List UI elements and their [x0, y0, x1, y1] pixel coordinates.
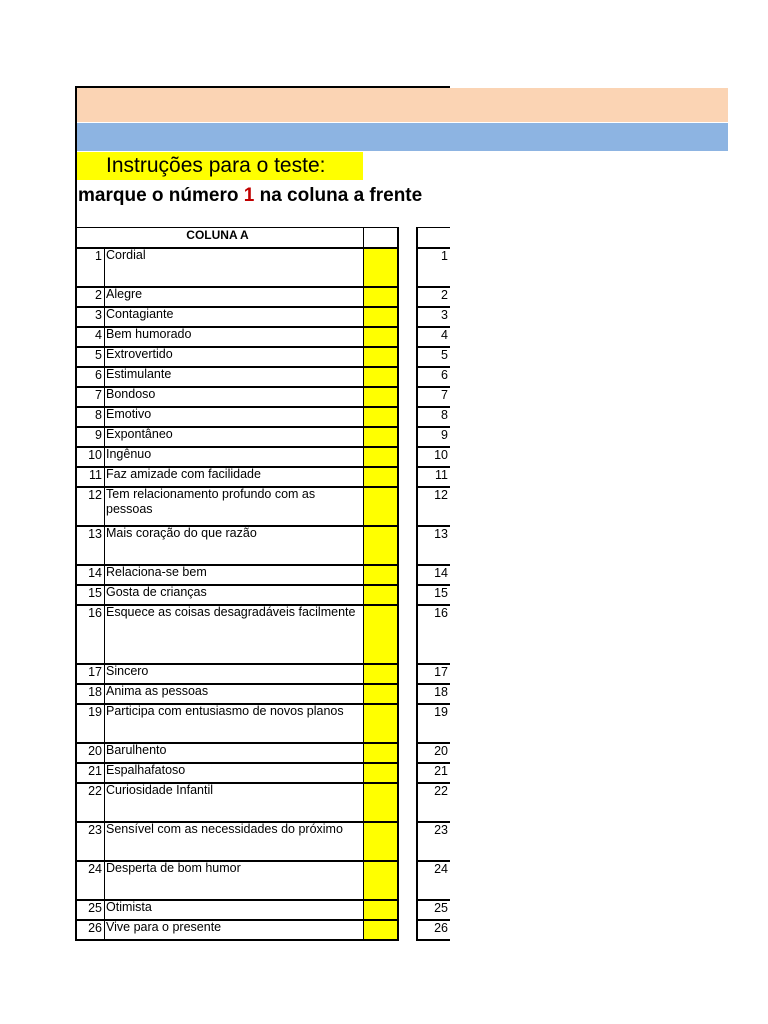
row-number: 15 — [88, 586, 102, 600]
answer-cell[interactable] — [364, 901, 397, 919]
answer-cell[interactable] — [364, 566, 397, 584]
row-number-column-b: 26 — [434, 921, 448, 935]
row-number: 1 — [95, 249, 102, 263]
row-number: 22 — [88, 784, 102, 798]
answer-cell[interactable] — [364, 368, 397, 386]
row-label: Barulhento — [106, 743, 167, 757]
vertical-line — [397, 227, 399, 941]
row-number-column-b: 16 — [434, 606, 448, 620]
row-number: 13 — [88, 527, 102, 541]
row-number-column-b: 18 — [434, 685, 448, 699]
row-label: Participa com entusiasmo de novos planos — [106, 704, 344, 718]
answer-cell[interactable] — [364, 468, 397, 486]
row-number: 21 — [88, 764, 102, 778]
row-label: Gosta de crianças — [106, 585, 207, 599]
row-number: 3 — [95, 308, 102, 322]
row-number-column-b: 20 — [434, 744, 448, 758]
row-number: 16 — [88, 606, 102, 620]
answer-cell[interactable] — [364, 744, 397, 762]
row-number-column-b: 11 — [435, 468, 448, 482]
row-label: Bem humorado — [106, 327, 192, 341]
row-label: Faz amizade com facilidade — [106, 467, 261, 481]
row-label: Tem relacionamento profundo com as pessoas — [106, 487, 316, 516]
answer-cell[interactable] — [364, 328, 397, 346]
answer-cell[interactable] — [364, 249, 397, 286]
row-number: 17 — [88, 665, 102, 679]
row-number-column-b: 21 — [434, 764, 448, 778]
row-label: Contagiante — [106, 307, 174, 321]
row-number: 4 — [95, 328, 102, 342]
row-label: Expontâneo — [106, 427, 173, 441]
vertical-line — [104, 247, 105, 941]
answer-cell[interactable] — [364, 784, 397, 821]
row-number-column-b: 9 — [441, 428, 448, 442]
answer-cell[interactable] — [364, 448, 397, 466]
row-number: 25 — [88, 901, 102, 915]
row-number-column-b: 7 — [441, 388, 448, 402]
answer-cell[interactable] — [364, 685, 397, 703]
answer-cell[interactable] — [364, 388, 397, 406]
row-label: Esquece as coisas desagradáveis facilmente — [106, 605, 356, 619]
row-label: Otimista — [106, 900, 152, 914]
row-number-column-b: 24 — [434, 862, 448, 876]
answer-cell[interactable] — [364, 764, 397, 782]
row-label: Anima as pessoas — [106, 684, 209, 698]
row-number-column-b: 17 — [434, 665, 448, 679]
vertical-line — [363, 227, 364, 941]
answer-cell[interactable] — [364, 586, 397, 604]
answer-cell[interactable] — [364, 665, 397, 683]
row-label: Ingênuo — [106, 447, 152, 461]
row-number-column-b: 1 — [441, 249, 448, 263]
answer-cell[interactable] — [364, 705, 397, 742]
row-label: Desperta de bom humor — [106, 861, 241, 875]
row-number-column-b: 5 — [441, 348, 448, 362]
instruction-number: 1 — [243, 185, 255, 206]
row-number-column-b: 6 — [441, 368, 448, 382]
peach-header-band — [77, 88, 728, 122]
blue-header-band — [77, 123, 728, 151]
row-number: 23 — [88, 823, 102, 837]
instruction-pre: marque o número — [78, 185, 244, 206]
row-label: Sensível com as necessidades do próximo — [106, 822, 343, 836]
answer-cell[interactable] — [364, 348, 397, 366]
row-label: Emotivo — [106, 407, 152, 421]
row-label: Mais coração do que razão — [106, 526, 257, 540]
row-number-column-b: 4 — [441, 328, 448, 342]
header-top-line — [416, 227, 450, 228]
row-label: Alegre — [106, 287, 143, 301]
row-number: 19 — [88, 705, 102, 719]
row-label: Estimulante — [106, 367, 172, 381]
row-number: 9 — [95, 428, 102, 442]
vertical-line — [75, 227, 77, 941]
row-number: 18 — [88, 685, 102, 699]
row-number-column-b: 22 — [434, 784, 448, 798]
header-top-line — [363, 227, 398, 228]
row-number: 12 — [88, 488, 102, 502]
row-number-column-b: 10 — [434, 448, 448, 462]
row-number-column-b: 14 — [434, 566, 448, 580]
instruction-post: na coluna a frente — [254, 185, 423, 206]
row-number: 24 — [88, 862, 102, 876]
answer-cell[interactable] — [364, 921, 397, 939]
row-number: 2 — [95, 288, 102, 302]
row-number-column-b: 12 — [434, 488, 448, 502]
row-number-column-b: 25 — [434, 901, 448, 915]
row-number: 10 — [88, 448, 102, 462]
header-top-line — [75, 227, 363, 228]
table-bottom-line — [416, 939, 450, 941]
vertical-line — [416, 227, 418, 941]
answer-cell[interactable] — [364, 428, 397, 446]
answer-cell[interactable] — [364, 527, 397, 564]
row-number-column-b: 2 — [441, 288, 448, 302]
row-number-column-b: 3 — [441, 308, 448, 322]
row-number: 11 — [89, 468, 102, 482]
row-label: Vive para o presente — [106, 920, 222, 934]
row-number-column-b: 15 — [434, 586, 448, 600]
row-number: 6 — [95, 368, 102, 382]
answer-cell[interactable] — [364, 606, 397, 663]
row-number-column-b: 23 — [434, 823, 448, 837]
row-label: Relaciona-se bem — [106, 565, 207, 579]
answer-cell[interactable] — [364, 288, 397, 306]
row-number: 20 — [88, 744, 102, 758]
column-a-header: COLUNA A — [186, 228, 249, 242]
row-label: Cordial — [106, 248, 146, 262]
row-label: Curiosidade Infantil — [106, 783, 214, 797]
table-bottom-line — [75, 939, 398, 941]
row-number: 5 — [95, 348, 102, 362]
answer-cell[interactable] — [364, 308, 397, 326]
instruction-text — [78, 182, 450, 210]
row-number: 14 — [88, 566, 102, 580]
row-number-column-b: 8 — [441, 408, 448, 422]
row-label: Espalhafatoso — [106, 763, 186, 777]
answer-cell[interactable] — [364, 488, 397, 525]
row-label: Sincero — [106, 664, 149, 678]
row-label: Extrovertido — [106, 347, 173, 361]
row-number-column-b: 13 — [434, 527, 448, 541]
row-number: 26 — [88, 921, 102, 935]
row-number-column-b: 19 — [434, 705, 448, 719]
instruction-title: Instruções para o teste: — [106, 154, 326, 177]
row-number: 7 — [95, 388, 102, 402]
answer-cell[interactable] — [364, 408, 397, 426]
row-label: Bondoso — [106, 387, 156, 401]
answer-cell[interactable] — [364, 862, 397, 899]
row-number: 8 — [95, 408, 102, 422]
answer-cell[interactable] — [364, 823, 397, 860]
